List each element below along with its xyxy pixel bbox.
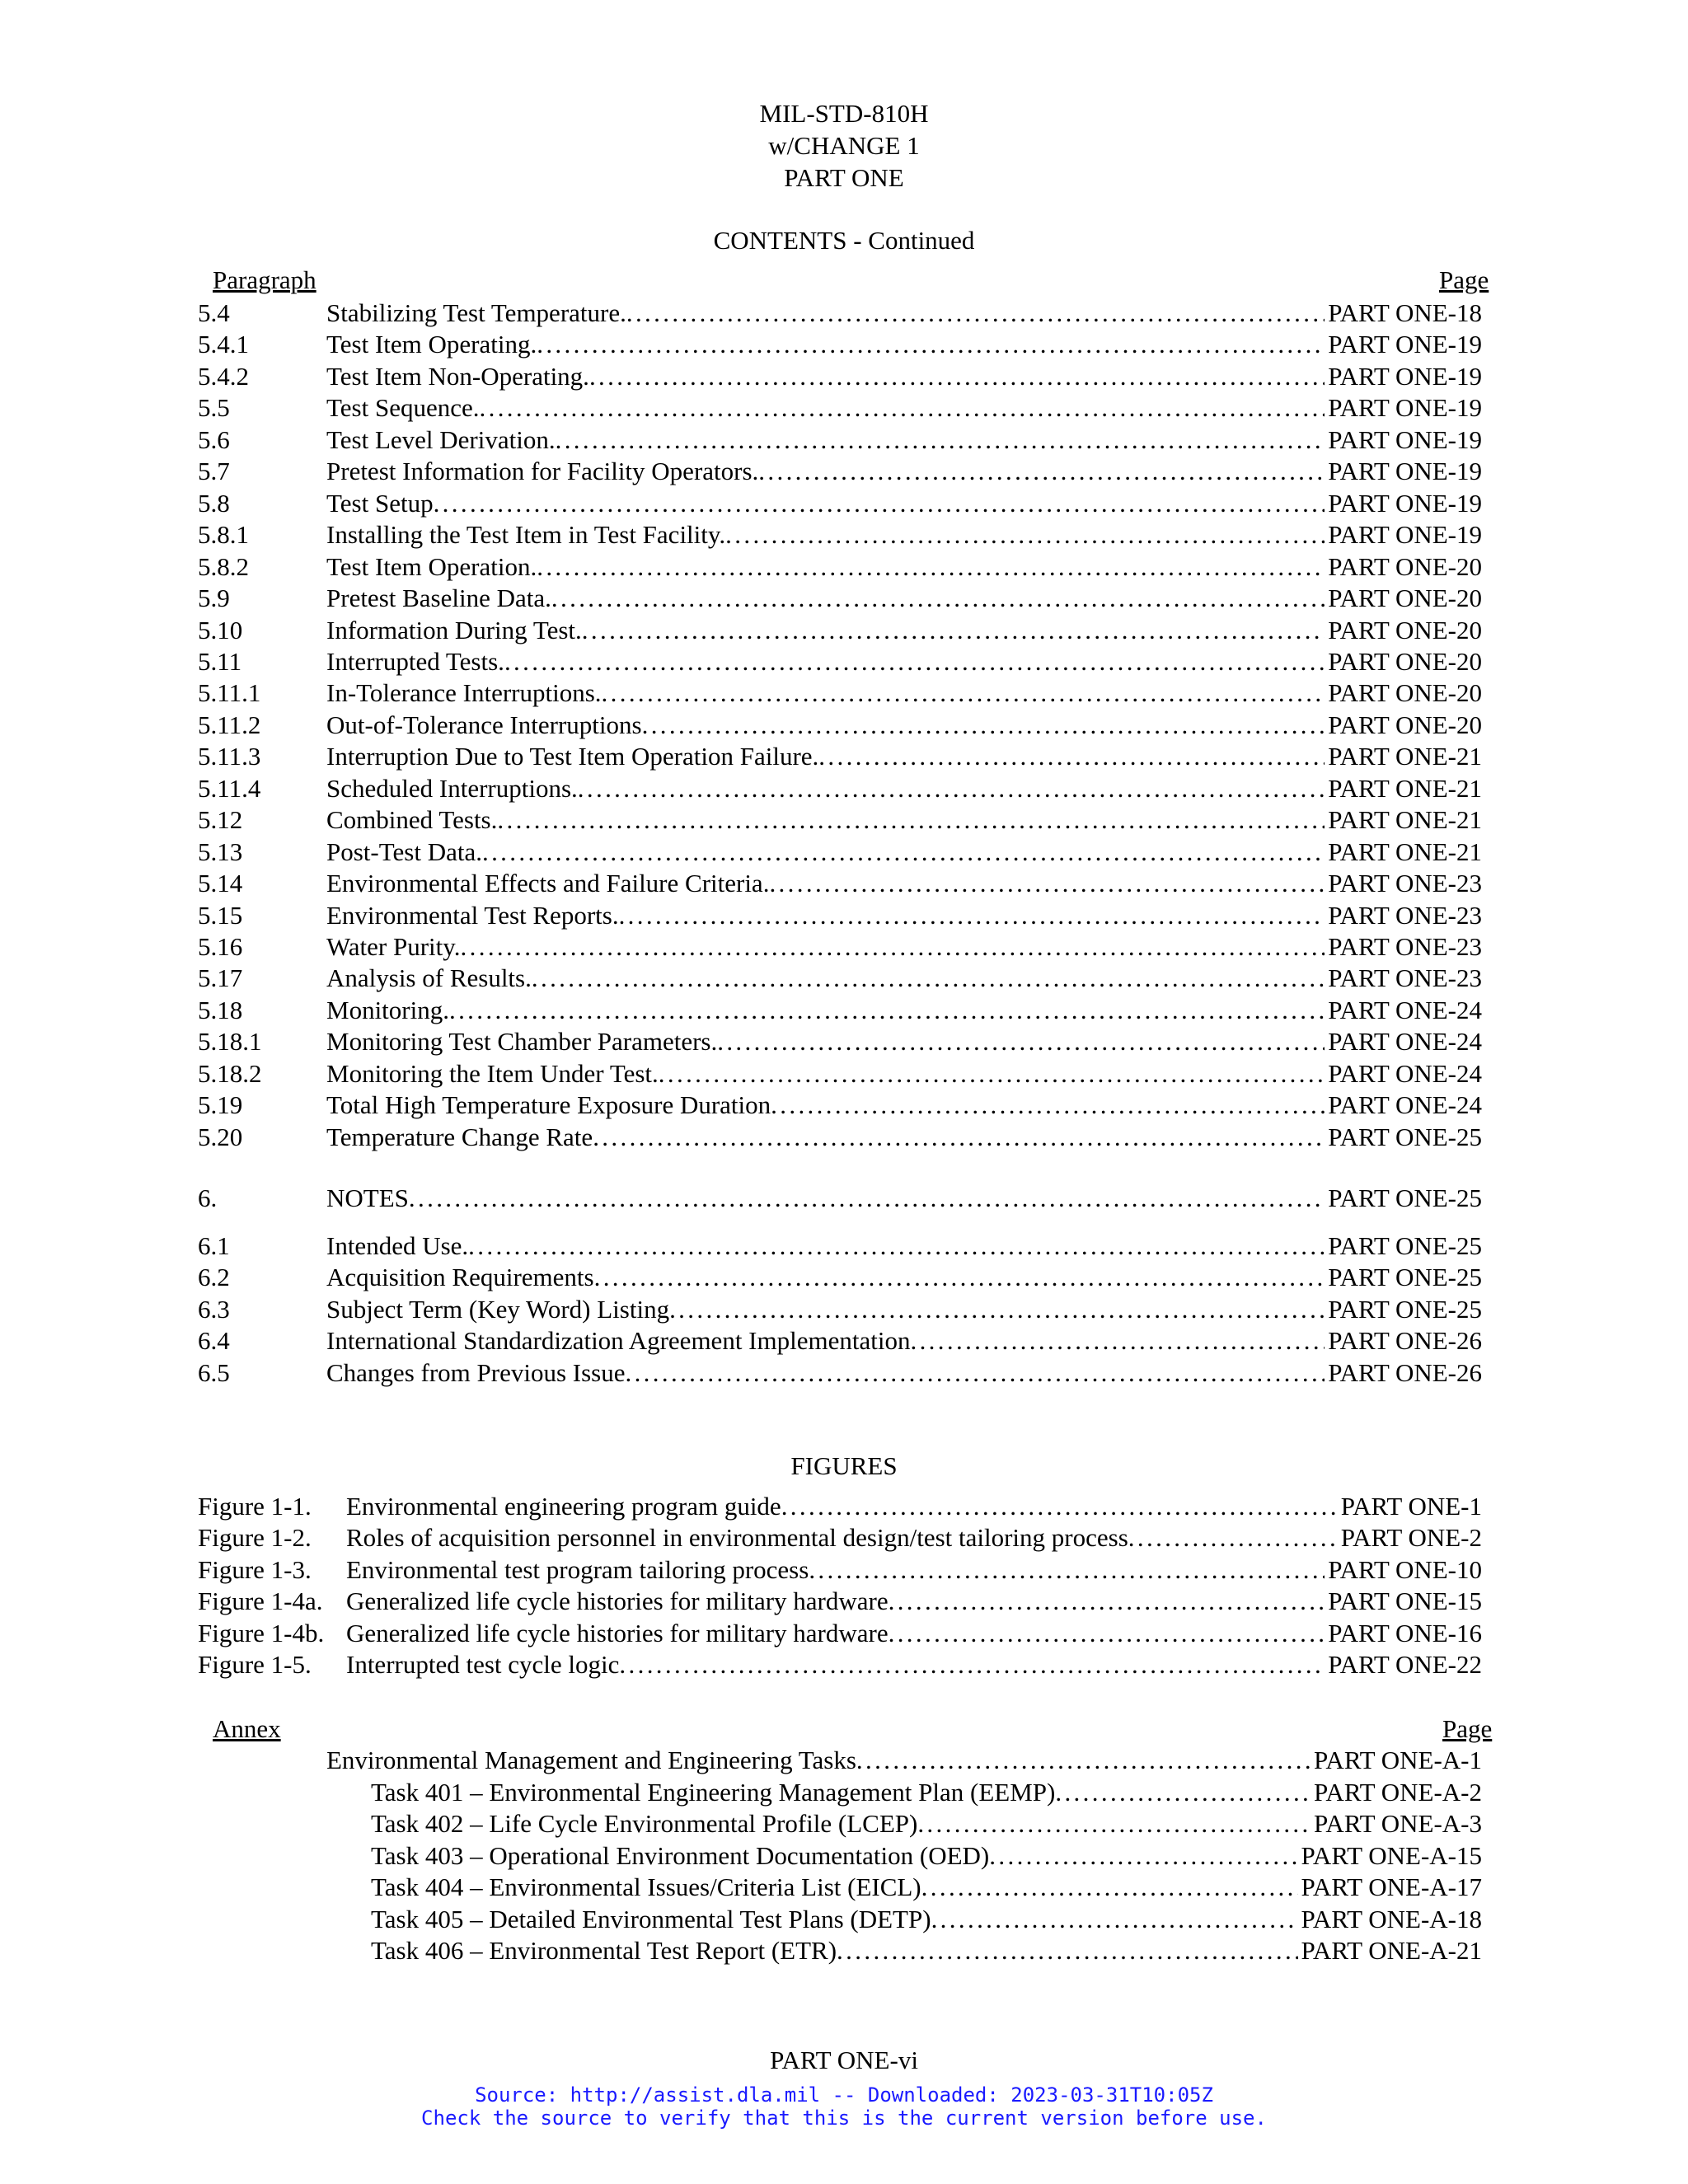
entry-page: PART ONE-25 [1328, 1122, 1482, 1151]
dot-leader [758, 455, 1325, 487]
dot-leader [809, 1554, 1325, 1586]
entry-number: 5.4.1 [198, 330, 249, 359]
entry-number: 5.18.1 [198, 1027, 262, 1057]
toc-task-row[interactable] [371, 1903, 1482, 1935]
entry-page: PART ONE-21 [1328, 805, 1482, 835]
entry-title: Test Level Derivation. [326, 424, 556, 454]
toc-paragraph-row[interactable] [198, 487, 1482, 519]
entry-title: Task 405 – Detailed Environmental Test Plans (DETP) [371, 1904, 931, 1933]
entry-page: PART ONE-20 [1328, 615, 1482, 644]
entry-title: Changes from Previous Issue [326, 1357, 626, 1387]
entry-page: PART ONE-23 [1328, 900, 1482, 930]
entry-number: 5.11 [198, 646, 242, 676]
dot-leader [818, 740, 1325, 772]
entry-page: PART ONE-19 [1328, 330, 1482, 359]
entry-title: Task 403 – Operational Environment Documentation (OED) [371, 1840, 990, 1870]
entry-title: Generalized life cycle histories for military hardware [346, 1586, 889, 1616]
entry-title: Information During Test. [326, 615, 582, 644]
entry-number: 5.11.3 [198, 742, 261, 771]
standard-id: MIL-STD-810H [759, 99, 929, 128]
entry-page: PART ONE-20 [1328, 646, 1482, 676]
dot-leader [434, 487, 1325, 519]
entry-title: Scheduled Interruptions. [326, 773, 578, 803]
toc-paragraph-row[interactable] [198, 962, 1482, 994]
dot-leader [856, 1744, 1311, 1776]
entry-number: 5.8.1 [198, 520, 249, 550]
entry-page: PART ONE-20 [1328, 551, 1482, 581]
entry-number: 5.10 [198, 615, 243, 644]
entry-title: Monitoring the Item Under Test. [326, 1058, 659, 1088]
toc-paragraph-row[interactable] [198, 804, 1482, 836]
entry-page: PART ONE-23 [1328, 932, 1482, 961]
change-label: w/CHANGE 1 [768, 131, 920, 160]
entry-number: 5.8.2 [198, 551, 249, 581]
entry-page: PART ONE-21 [1328, 742, 1482, 771]
entry-page: PART ONE-26 [1328, 1357, 1482, 1387]
toc-figure-row[interactable] [198, 1521, 1482, 1554]
entry-title: Total High Temperature Exposure Duration [326, 1090, 771, 1120]
entry-title: Test Setup [326, 488, 434, 518]
entry-number: 5.18.2 [198, 1058, 262, 1088]
toc-paragraph-row[interactable] [198, 1057, 1482, 1090]
source-notice-line2: Check the source to verify that this is the current version before use. [421, 2107, 1267, 2130]
dot-leader [593, 1121, 1325, 1153]
entry-page: PART ONE-A-3 [1314, 1809, 1482, 1839]
toc-paragraph-row[interactable] [198, 1121, 1482, 1153]
dot-leader [725, 518, 1325, 551]
entry-page: PART ONE-15 [1328, 1586, 1482, 1616]
entry-page: PART ONE-A-15 [1301, 1840, 1482, 1870]
dot-leader [556, 424, 1325, 456]
contents-title: CONTENTS - Continued [713, 226, 975, 255]
entry-page: PART ONE-19 [1328, 424, 1482, 454]
dot-leader [480, 391, 1325, 424]
entry-page: PART ONE-24 [1328, 1027, 1482, 1057]
page-number: PART ONE-vi [770, 2046, 918, 2074]
entry-page: PART ONE-19 [1328, 488, 1482, 518]
dot-leader [625, 1357, 1325, 1389]
dot-leader [669, 1293, 1325, 1325]
toc-task-row[interactable] [371, 1776, 1482, 1808]
document-header [0, 97, 1688, 194]
toc-notes-heading-row[interactable] [198, 1182, 1482, 1214]
toc-paragraph-row[interactable] [198, 899, 1482, 931]
entry-page: PART ONE-22 [1328, 1650, 1482, 1680]
entry-number: 6.4 [198, 1326, 230, 1356]
toc-figure-row[interactable] [198, 1648, 1482, 1680]
toc-paragraph-row[interactable] [198, 772, 1482, 804]
entry-page: PART ONE-19 [1328, 520, 1482, 550]
entry-page: PART ONE-A-21 [1301, 1936, 1482, 1966]
dot-leader [1055, 1776, 1311, 1808]
entry-number: 5.8 [198, 488, 230, 518]
entry-number: 5.18 [198, 995, 243, 1024]
toc-task-row[interactable] [371, 1840, 1482, 1872]
entry-title: Temperature Change Rate [326, 1122, 593, 1151]
dot-leader [619, 899, 1325, 931]
entry-page: PART ONE-10 [1328, 1554, 1482, 1584]
entry-number: 6.3 [198, 1294, 230, 1324]
toc-notes-row[interactable] [198, 1324, 1482, 1357]
entry-page: PART ONE-20 [1328, 678, 1482, 708]
entry-number: 5.20 [198, 1122, 243, 1151]
entry-page: PART ONE-23 [1328, 963, 1482, 993]
dot-leader [589, 360, 1325, 392]
dot-leader [769, 867, 1325, 899]
dot-leader [781, 1490, 1338, 1522]
dot-leader [619, 1648, 1325, 1680]
dot-leader [532, 962, 1325, 994]
toc-paragraph-row[interactable] [198, 1025, 1482, 1057]
toc-paragraph-row[interactable] [198, 297, 1482, 329]
entry-title: Task 404 – Environmental Issues/Criteria List (EICL) [371, 1872, 921, 1902]
entry-title: Monitoring Test Chamber Parameters. [326, 1027, 718, 1057]
entry-number: 5.6 [198, 424, 230, 454]
entry-number: 5.14 [198, 869, 243, 898]
toc-paragraph-row[interactable] [198, 709, 1482, 741]
toc-notes-row[interactable] [198, 1357, 1482, 1389]
entry-number: 5.5 [198, 393, 230, 423]
toc-paragraph-row[interactable] [198, 994, 1482, 1026]
entry-number: 5.19 [198, 1090, 243, 1120]
dot-leader [497, 804, 1325, 836]
dot-leader [917, 1807, 1311, 1840]
entry-title: NOTES [326, 1183, 409, 1212]
entry-page: PART ONE-16 [1328, 1618, 1482, 1647]
toc-paragraph-row[interactable] [198, 455, 1482, 487]
entry-page: PART ONE-25 [1328, 1294, 1482, 1324]
entry-page: PART ONE-1 [1340, 1492, 1482, 1521]
entry-number: 5.16 [198, 932, 243, 961]
dot-leader [551, 582, 1325, 614]
entry-page: PART ONE-19 [1328, 457, 1482, 486]
entry-title: Intended Use. [326, 1231, 469, 1260]
entry-page: PART ONE-25 [1328, 1263, 1482, 1292]
entry-title: Interrupted Tests. [326, 646, 504, 676]
entry-page: PART ONE-23 [1328, 869, 1482, 898]
entry-page: PART ONE-24 [1328, 1058, 1482, 1088]
entry-number: 5.4.2 [198, 361, 249, 391]
entry-number: 5.9 [198, 583, 230, 613]
dot-leader [989, 1840, 1297, 1872]
toc-annex-row[interactable] [198, 1744, 1482, 1776]
toc-figure-row[interactable] [198, 1490, 1482, 1522]
dot-leader [921, 1871, 1298, 1903]
entry-page: PART ONE-20 [1328, 583, 1482, 613]
dot-leader [659, 1057, 1325, 1090]
entry-title: Task 401 – Environmental Engineering Management Plan (EEMP) [371, 1778, 1056, 1807]
part-label: PART ONE [784, 163, 904, 192]
entry-number: Figure 1-2. [198, 1523, 312, 1553]
entry-page: PART ONE-18 [1328, 298, 1482, 327]
dot-leader [449, 994, 1325, 1026]
entry-title: Environmental Management and Engineering Tasks [326, 1746, 856, 1774]
entry-title: Post-Test Data. [326, 837, 482, 866]
entry-number: Figure 1-3. [198, 1554, 312, 1584]
dot-leader [717, 1025, 1325, 1057]
entry-title: Roles of acquisition personnel in environmental design/test tailoring process [346, 1523, 1128, 1553]
toc-paragraph-row[interactable] [198, 551, 1482, 583]
toc-paragraph-row[interactable] [198, 424, 1482, 456]
entry-title: Task 406 – Environmental Test Report (ETR) [371, 1936, 837, 1966]
entry-number: Figure 1-4b. [198, 1618, 325, 1647]
dot-leader [594, 1261, 1325, 1293]
paragraph-column-header: Paragraph [213, 265, 316, 294]
dot-leader [537, 551, 1325, 583]
entry-page: PART ONE-19 [1328, 393, 1482, 423]
toc-paragraph-row[interactable] [198, 930, 1482, 963]
dot-leader [642, 709, 1325, 741]
toc-paragraph-row[interactable] [198, 677, 1482, 709]
dot-leader [602, 677, 1325, 709]
entry-number: 5.12 [198, 805, 243, 835]
dot-leader [931, 1903, 1298, 1935]
toc-paragraph-row[interactable] [198, 836, 1482, 868]
dot-leader [409, 1182, 1325, 1214]
entry-title: In-Tolerance Interruptions. [326, 678, 602, 708]
entry-page: PART ONE-A-1 [1314, 1746, 1482, 1774]
dot-leader [582, 614, 1325, 646]
entry-number: Figure 1-5. [198, 1650, 312, 1680]
dot-leader [578, 772, 1325, 804]
entry-title: Generalized life cycle histories for military hardware [346, 1618, 889, 1647]
toc-paragraph-row[interactable] [198, 518, 1482, 551]
entry-page: PART ONE-24 [1328, 995, 1482, 1024]
entry-title: Installing the Test Item in Test Facility. [326, 520, 726, 550]
annex-page-column-header: Page [1442, 1714, 1493, 1743]
source-notice-line1: Source: http://assist.dla.mil -- Downloaded: 2023-03-31T10:05Z [475, 2083, 1213, 2107]
page-column-header: Page [1439, 265, 1489, 294]
entry-page: PART ONE-A-2 [1314, 1778, 1482, 1807]
entry-number: 6. [198, 1183, 218, 1212]
toc-paragraph-row[interactable] [198, 645, 1482, 677]
dot-leader [910, 1324, 1325, 1357]
figures-title: FIGURES [790, 1451, 898, 1480]
toc-figure-row[interactable] [198, 1617, 1482, 1649]
toc-paragraph-row[interactable] [198, 582, 1482, 614]
dot-leader [837, 1934, 1297, 1966]
dot-leader [468, 1230, 1325, 1262]
entry-number: 5.13 [198, 837, 243, 866]
entry-number: 5.11.2 [198, 710, 261, 739]
entry-page: PART ONE-21 [1328, 773, 1482, 803]
toc-task-row[interactable] [371, 1807, 1482, 1840]
dot-leader [504, 645, 1325, 677]
toc-task-row[interactable] [371, 1934, 1482, 1966]
entry-number: 5.4 [198, 298, 230, 327]
entry-page: PART ONE-24 [1328, 1090, 1482, 1120]
entry-page: PART ONE-19 [1328, 361, 1482, 391]
entry-number: Figure 1-4a. [198, 1586, 323, 1616]
entry-number: 6.2 [198, 1263, 230, 1292]
entry-title: Environmental test program tailoring process [346, 1554, 809, 1584]
entry-number: 5.15 [198, 900, 243, 930]
dot-leader [537, 328, 1325, 360]
toc-notes-row[interactable] [198, 1230, 1482, 1262]
entry-title: Combined Tests. [326, 805, 498, 835]
entry-title: Pretest Information for Facility Operators. [326, 457, 759, 486]
dot-leader [482, 836, 1325, 868]
toc-paragraph-row[interactable] [198, 740, 1482, 772]
toc-notes-row[interactable] [198, 1293, 1482, 1325]
entry-number: 5.17 [198, 963, 243, 993]
entry-title: Water Purity. [326, 932, 461, 961]
entry-title: Test Item Operation. [326, 551, 537, 581]
entry-title: Test Item Operating. [326, 330, 537, 359]
toc-paragraph-row[interactable] [198, 328, 1482, 360]
entry-title: Test Item Non-Operating. [326, 361, 589, 391]
toc-figure-row[interactable] [198, 1554, 1482, 1586]
entry-number: 5.11.1 [198, 678, 261, 708]
entry-number: 6.1 [198, 1231, 230, 1260]
entry-title: Subject Term (Key Word) Listing [326, 1294, 670, 1324]
entry-number: 6.5 [198, 1357, 230, 1387]
entry-page: PART ONE-25 [1328, 1231, 1482, 1260]
annex-column-header: Annex [213, 1714, 281, 1743]
entry-title: Analysis of Results. [326, 963, 532, 993]
toc-paragraph-row[interactable] [198, 614, 1482, 646]
entry-number: 5.11.4 [198, 773, 261, 803]
toc-figure-row[interactable] [198, 1585, 1482, 1617]
toc-paragraph-row[interactable] [198, 1089, 1482, 1121]
dot-leader [1128, 1521, 1338, 1554]
entry-number: Figure 1-1. [198, 1492, 312, 1521]
entry-page: PART ONE-2 [1340, 1523, 1482, 1553]
entry-page: PART ONE-21 [1328, 837, 1482, 866]
entry-page: PART ONE-26 [1328, 1326, 1482, 1356]
dot-leader [771, 1089, 1325, 1121]
dot-leader [461, 930, 1325, 963]
entry-page: PART ONE-25 [1328, 1183, 1482, 1212]
entry-number: 5.7 [198, 457, 230, 486]
entry-page: PART ONE-A-17 [1301, 1872, 1482, 1902]
entry-title: Out-of-Tolerance Interruptions [326, 710, 642, 739]
entry-title: Test Sequence. [326, 393, 480, 423]
toc-notes-row[interactable] [198, 1261, 1482, 1293]
entry-title: Interrupted test cycle logic [346, 1650, 620, 1680]
dot-leader [889, 1617, 1325, 1649]
entry-title: International Standardization Agreement Implementation [326, 1326, 911, 1356]
entry-title: Stabilizing Test Temperature. [326, 298, 626, 327]
entry-title: Interruption Due to Test Item Operation Failure. [326, 742, 819, 771]
dot-leader [626, 297, 1325, 329]
toc-task-row[interactable] [371, 1871, 1482, 1903]
dot-leader [889, 1585, 1325, 1617]
entry-title: Environmental Effects and Failure Criteria. [326, 869, 770, 898]
toc-paragraph-row[interactable] [198, 391, 1482, 424]
entry-title: Acquisition Requirements [326, 1263, 594, 1292]
entry-title: Task 402 – Life Cycle Environmental Profile (LCEP) [371, 1809, 918, 1839]
entry-title: Pretest Baseline Data. [326, 583, 551, 613]
entry-title: Environmental Test Reports. [326, 900, 619, 930]
entry-title: Environmental engineering program guide [346, 1492, 781, 1521]
entry-title: Monitoring. [326, 995, 449, 1024]
toc-paragraph-row[interactable] [198, 867, 1482, 899]
entry-page: PART ONE-20 [1328, 710, 1482, 739]
entry-page: PART ONE-A-18 [1301, 1904, 1482, 1933]
toc-paragraph-row[interactable] [198, 360, 1482, 392]
